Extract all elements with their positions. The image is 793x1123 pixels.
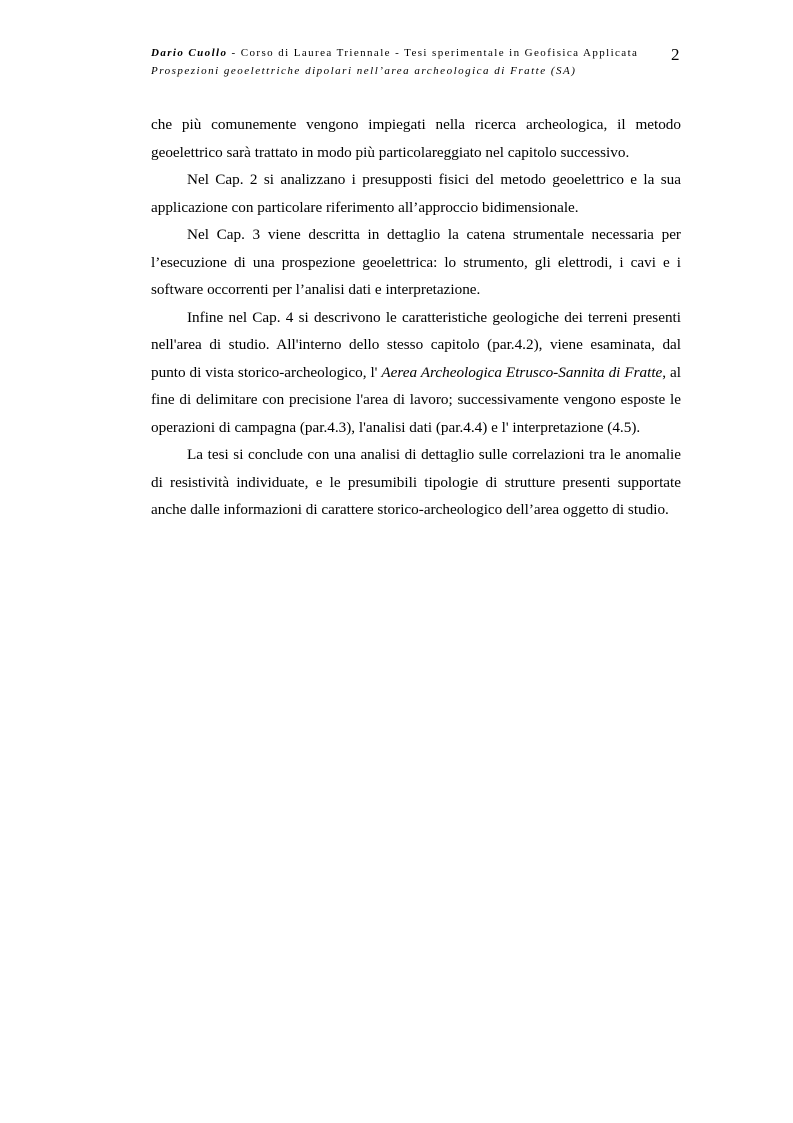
paragraph-2: Nel Cap. 2 si analizzano i presupposti fisici del metodo geoelettrico e la sua applicazione con particolare riferimento all’approccio bidimensionale. <box>151 171 681 216</box>
header-author-course <box>151 44 691 62</box>
body-text <box>151 111 681 524</box>
paragraph-4-part-b: , al fine di delimitare con precisione l'area di lavoro; successivamente vengono esposte le operazioni di campagna (par.4.3), l'analisi dati (par.4.4) e l' interpretazione (4.5). <box>151 363 681 436</box>
paragraph-1: che più comunemente vengono impiegati nella ricerca archeologica, il metodo geoelettrico sarà trattato in modo più particolareggiato nel capitolo successivo. <box>151 116 681 161</box>
header-author: Dario Cuollo <box>151 47 228 59</box>
paragraph-4 <box>151 304 681 442</box>
paragraph-4-part-a: Infine nel Cap. 4 si descrivono le caratteristiche geologiche dei terreni presenti nell'area di studio. All'interno dello stesso capitolo (par.4.2), viene esaminata, dal punto di vista storico-archeologico, l' <box>151 308 681 381</box>
running-header <box>151 44 691 80</box>
paragraph-5: La tesi si conclude con una analisi di dettaglio sulle correlazioni tra le anomalie di resistività individuate, e le presumibili tipologie di strutture presenti supportate anche dalle informazioni di carattere storico-archeologico dell’area oggetto di studio. <box>151 446 681 518</box>
header-course: - Corso di Laurea Triennale - Tesi sperimentale in Geofisica Applicata <box>227 47 639 59</box>
area-name-italic: Aerea Archeologica Etrusco-Sannita di Fratte <box>381 363 663 381</box>
paragraph-3: Nel Cap. 3 viene descritta in dettaglio la catena strumentale necessaria per l’esecuzione di una prospezione geoelettrica: lo strumento, gli elettrodi, i cavi e i software occorrenti per l’analisi dati e interpretazione. <box>151 226 681 298</box>
header-subtitle: Prospezioni geoelettriche dipolari nell’area archeologica di Fratte (SA) <box>151 65 577 77</box>
page-number: 2 <box>671 45 680 64</box>
